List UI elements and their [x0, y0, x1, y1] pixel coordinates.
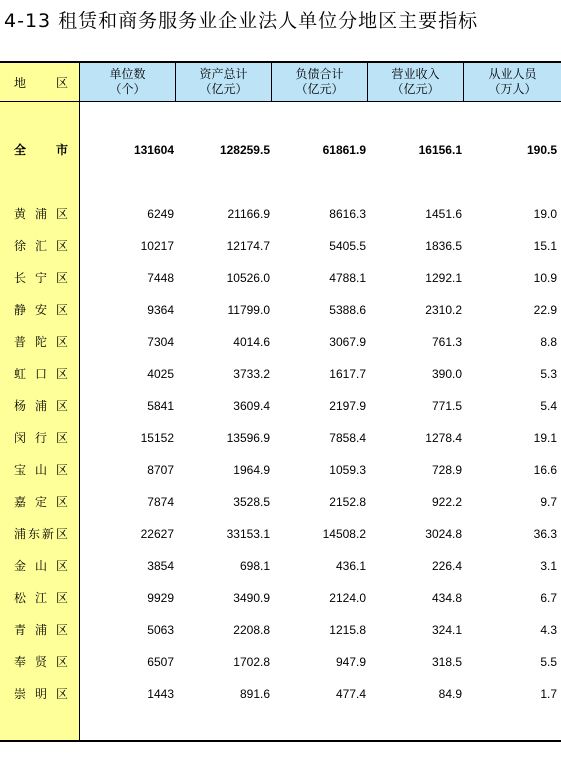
header-line1: 资产总计: [199, 67, 248, 81]
cell-employees: 8.8: [540, 335, 557, 349]
cell-employees: 5.3: [540, 367, 557, 381]
cell-revenue: 3024.8: [425, 527, 462, 541]
header-unit-count: [80, 63, 175, 101]
table-row: [0, 204, 561, 224]
row-name: [14, 300, 68, 320]
table-row: [0, 556, 561, 576]
cell-total-assets: 4014.6: [233, 335, 270, 349]
row-name-char: 口: [34, 367, 47, 381]
cell-employees: 19.1: [533, 431, 557, 445]
header-revenue: [368, 63, 463, 101]
header-employees: [464, 63, 561, 101]
table-bottom-rule: [0, 740, 561, 742]
header-line2: （亿元）: [199, 82, 248, 96]
row-name-char: 行: [34, 431, 47, 445]
header-divider: [0, 101, 561, 102]
cell-total-liabilities: 4788.1: [329, 271, 366, 285]
cell-total-liabilities: 1059.3: [329, 463, 366, 477]
cell-total-assets: 3609.4: [233, 399, 270, 413]
row-name: [14, 396, 68, 416]
cell-total-liabilities: 2197.9: [329, 399, 366, 413]
row-name: [14, 204, 68, 224]
row-name-char: 黄: [14, 207, 27, 221]
row-name: [14, 524, 68, 544]
cell-revenue: 318.5: [431, 655, 462, 669]
row-name-char: 区: [55, 655, 68, 669]
row-name-char: 浦: [34, 623, 47, 637]
header-line1: 营业收入: [391, 67, 440, 81]
cell-total-assets: 128259.5: [219, 143, 270, 157]
cell-total-assets: 3733.2: [233, 367, 270, 381]
cell-revenue: 1451.6: [425, 207, 462, 221]
cell-revenue: 324.1: [431, 623, 462, 637]
row-name-char: 松: [14, 591, 27, 605]
row-name-char: 区: [55, 303, 68, 317]
cell-total-liabilities: 7858.4: [329, 431, 366, 445]
row-name-char: 区: [55, 687, 68, 701]
row-name: [14, 428, 68, 448]
row-name: [14, 332, 68, 352]
header-total-liabilities: [272, 63, 367, 101]
cell-employees: 4.3: [540, 623, 557, 637]
row-name-char: 全: [14, 143, 27, 157]
row-name-char: 区: [55, 495, 68, 509]
cell-employees: 3.1: [540, 559, 557, 573]
row-name-char: 浦: [34, 207, 47, 221]
cell-total-assets: 13596.9: [226, 431, 270, 445]
cell-revenue: 390.0: [431, 367, 462, 381]
cell-revenue: 922.2: [431, 495, 462, 509]
row-name: [14, 364, 68, 384]
row-name: [14, 268, 68, 288]
table-row: [0, 684, 561, 704]
header-line2: （亿元）: [295, 82, 344, 96]
cell-total-assets: 33153.1: [226, 527, 270, 541]
table-row: [0, 460, 561, 480]
row-name-char: 市: [55, 143, 68, 157]
row-name: [14, 620, 68, 640]
header-region-char: 区: [55, 75, 68, 90]
row-name-char: 区: [55, 623, 68, 637]
cell-unit-count: 6249: [147, 207, 174, 221]
row-name-char: 浦: [34, 399, 47, 413]
cell-employees: 9.7: [540, 495, 557, 509]
row-name-char: 闵: [14, 431, 27, 445]
row-name-char: 区: [55, 431, 68, 445]
cell-unit-count: 3854: [147, 559, 174, 573]
table-row: [0, 268, 561, 288]
cell-employees: 5.4: [540, 399, 557, 413]
row-name-char: 区: [55, 527, 68, 541]
cell-revenue: 771.5: [431, 399, 462, 413]
cell-total-liabilities: 3067.9: [329, 335, 366, 349]
row-name-char: 区: [55, 463, 68, 477]
table-row-total: [0, 140, 561, 160]
row-name: [14, 652, 68, 672]
row-name-char: 虹: [14, 367, 27, 381]
row-name-char: 浦: [14, 527, 27, 541]
cell-total-assets: 3490.9: [233, 591, 270, 605]
row-name-char: 定: [34, 495, 47, 509]
row-name-char: 区: [55, 367, 68, 381]
header-line1: 单位数: [109, 67, 146, 81]
table-row: [0, 524, 561, 544]
header-line2: （亿元）: [391, 82, 440, 96]
table-row: [0, 300, 561, 320]
cell-unit-count: 6507: [147, 655, 174, 669]
table-row: [0, 428, 561, 448]
cell-revenue: 84.9: [438, 687, 462, 701]
row-name-char: 区: [55, 591, 68, 605]
page-title: 4-13 租赁和商务服务业企业法人单位分地区主要指标: [4, 10, 479, 32]
row-name-char: 金: [14, 559, 27, 573]
row-name: [14, 684, 68, 704]
cell-total-liabilities: 436.1: [335, 559, 366, 573]
cell-total-liabilities: 477.4: [335, 687, 366, 701]
cell-unit-count: 7448: [147, 271, 174, 285]
header-line2: （个）: [109, 82, 146, 96]
row-name-char: 明: [34, 687, 47, 701]
cell-total-assets: 21166.9: [227, 207, 270, 221]
row-name: [14, 556, 68, 576]
cell-total-assets: 10526.0: [226, 271, 270, 285]
cell-unit-count: 5063: [147, 623, 174, 637]
cell-employees: 5.5: [540, 655, 557, 669]
cell-employees: 15.1: [533, 239, 557, 253]
cell-revenue: 434.8: [431, 591, 462, 605]
row-name-char: 贤: [34, 655, 47, 669]
header-total-assets: [176, 63, 271, 101]
row-name-char: 徐: [14, 239, 27, 253]
cell-total-liabilities: 1215.8: [329, 623, 366, 637]
table-row: [0, 620, 561, 640]
cell-employees: 19.0: [533, 207, 557, 221]
row-name: [14, 588, 68, 608]
cell-unit-count: 15152: [140, 431, 174, 445]
row-name-char: 青: [14, 623, 27, 637]
table-row: [0, 652, 561, 672]
cell-unit-count: 10217: [140, 239, 174, 253]
cell-total-assets: 1702.8: [233, 655, 270, 669]
row-name-char: 区: [55, 399, 68, 413]
row-name-char: 区: [55, 239, 68, 253]
row-name: [14, 460, 68, 480]
row-name-char: 东: [27, 527, 40, 541]
table-row: [0, 588, 561, 608]
cell-unit-count: 1443: [147, 687, 174, 701]
cell-unit-count: 9929: [147, 591, 174, 605]
row-name-char: 奉: [14, 655, 27, 669]
cell-unit-count: 7874: [147, 495, 174, 509]
cell-unit-count: 5841: [147, 399, 174, 413]
cell-total-assets: 12174.7: [226, 239, 270, 253]
cell-total-assets: 3528.5: [233, 495, 270, 509]
cell-unit-count: 4025: [147, 367, 174, 381]
cell-revenue: 2310.2: [425, 303, 462, 317]
row-name-char: 静: [14, 303, 27, 317]
row-name-char: 山: [34, 463, 47, 477]
row-name-char: 杨: [14, 399, 27, 413]
row-name-char: 区: [55, 271, 68, 285]
row-name-char: 山: [34, 559, 47, 573]
cell-total-liabilities: 947.9: [335, 655, 366, 669]
row-name-char: 新: [41, 527, 54, 541]
row-name-char: 宁: [34, 271, 47, 285]
row-name: [14, 236, 68, 256]
cell-total-liabilities: 61861.9: [322, 143, 366, 157]
row-name-char: 汇: [34, 239, 47, 253]
cell-unit-count: 8707: [147, 463, 174, 477]
cell-employees: 190.5: [526, 143, 557, 157]
cell-total-assets: 11799.0: [227, 303, 270, 317]
header-region: [14, 63, 68, 101]
cell-unit-count: 7304: [147, 335, 174, 349]
header-line2: （万人）: [488, 82, 537, 96]
cell-total-liabilities: 5405.5: [329, 239, 366, 253]
row-name-char: 区: [55, 207, 68, 221]
cell-employees: 16.6: [533, 463, 557, 477]
cell-total-assets: 2208.8: [233, 623, 270, 637]
cell-employees: 36.3: [533, 527, 557, 541]
cell-revenue: 1836.5: [425, 239, 462, 253]
cell-employees: 22.9: [533, 303, 557, 317]
row-name-char: 区: [55, 559, 68, 573]
header-line1: 从业人员: [488, 67, 537, 81]
cell-employees: 10.9: [533, 271, 557, 285]
table-row: [0, 364, 561, 384]
row-name-char: 区: [55, 335, 68, 349]
cell-revenue: 761.3: [431, 335, 462, 349]
cell-revenue: 226.4: [431, 559, 462, 573]
cell-total-assets: 1964.9: [233, 463, 270, 477]
cell-total-assets: 698.1: [239, 559, 270, 573]
cell-total-liabilities: 5388.6: [329, 303, 366, 317]
cell-revenue: 1278.4: [425, 431, 462, 445]
cell-total-liabilities: 14508.2: [322, 527, 366, 541]
row-name: [14, 492, 68, 512]
header-line1: 负债合计: [295, 67, 344, 81]
cell-revenue: 16156.1: [418, 143, 462, 157]
row-name-char: 江: [34, 591, 47, 605]
row-name-char: 宝: [14, 463, 27, 477]
cell-revenue: 728.9: [431, 463, 462, 477]
cell-total-assets: 891.6: [239, 687, 270, 701]
cell-total-liabilities: 2124.0: [329, 591, 366, 605]
header-region-char: 地: [14, 75, 27, 90]
table-row: [0, 236, 561, 256]
cell-total-liabilities: 2152.8: [329, 495, 366, 509]
row-name-char: 嘉: [14, 495, 27, 509]
row-name-char: 安: [34, 303, 47, 317]
cell-total-liabilities: 1617.7: [329, 367, 366, 381]
row-name: [14, 140, 68, 160]
table-row: [0, 332, 561, 352]
table-row: [0, 492, 561, 512]
cell-employees: 6.7: [540, 591, 557, 605]
cell-unit-count: 22627: [140, 527, 174, 541]
cell-unit-count: 131604: [133, 143, 174, 157]
row-name-char: 普: [14, 335, 27, 349]
cell-revenue: 1292.1: [425, 271, 462, 285]
row-name-char: 长: [14, 271, 27, 285]
row-name-char: 陀: [34, 335, 47, 349]
cell-employees: 1.7: [540, 687, 557, 701]
table-row: [0, 396, 561, 416]
row-name-char: 崇: [14, 687, 27, 701]
cell-total-liabilities: 8616.3: [329, 207, 366, 221]
cell-unit-count: 9364: [147, 303, 174, 317]
